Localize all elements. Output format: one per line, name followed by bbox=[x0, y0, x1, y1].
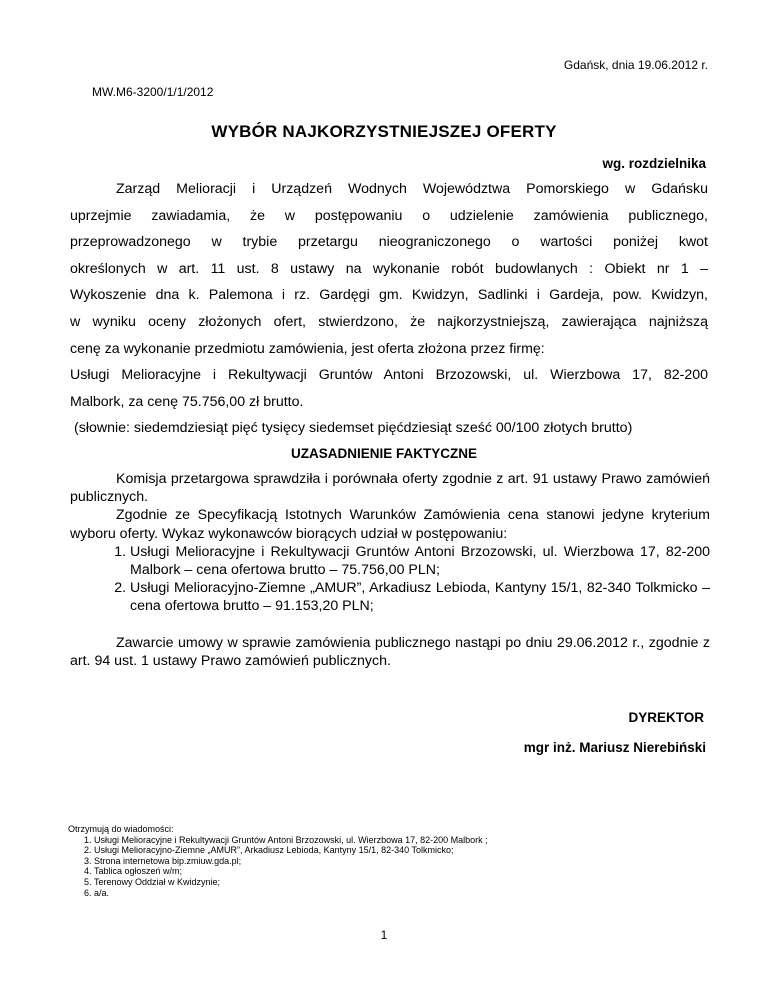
signatory-name: mgr inż. Mariusz Nierebiński bbox=[523, 740, 706, 755]
bidders-list bbox=[70, 543, 710, 616]
bidder-item: 1. Usługi Melioracyjne i Rekultywacji Gruntów Antoni Brzozowski, ul. Wierzbowa 17, 82-200 Malbork – cena ofertowa brutto – 75.756,00 PLN; bbox=[130, 543, 710, 579]
recipient-item: 4. Tablica ogłoszeń w/m; bbox=[94, 866, 488, 877]
reference-number: MW.M6-3200/1/1/2012 bbox=[92, 85, 214, 99]
recipient-item: 5. Terenowy Oddział w Kwidzynie; bbox=[94, 877, 488, 888]
criteria-paragraph: Zgodnie ze Specyfikacją Istotnych Warunków Zamówienia cena stanowi jedyne kryterium wyboru oferty. Wykaz wykonawców biorących udział w postępowaniu: bbox=[70, 507, 710, 542]
signatory-role: DYREKTOR bbox=[628, 710, 704, 725]
document-date: Gdańsk, dnia 19.06.2012 r. bbox=[563, 58, 708, 72]
contract-paragraph: Zawarcie umowy w sprawie zamówienia publicznego nastąpi po dniu 29.06.2012 r., zgodnie z art. 94 ust. 1 ustawy Prawo zamówień publicznych. bbox=[70, 634, 710, 669]
paragraph-line: Malbork, za cenę 75.756,00 zł brutto. bbox=[70, 393, 304, 410]
document-title: WYBÓR NAJKORZYSTNIEJSZEJ OFERTY bbox=[211, 122, 557, 141]
paragraph-line: Zarząd Melioracji i Urządzeń Wodnych Województwa Pomorskiego w Gdańsku bbox=[116, 181, 708, 197]
recipient-item: 1. Usługi Melioracyjne i Rekultywacji Gruntów Antoni Brzozowski, ul. Wierzbowa 17, 82-200 Malbork ; bbox=[94, 835, 488, 846]
justification-heading: UZASADNIENIE FAKTYCZNE bbox=[290, 446, 477, 461]
paragraph-line: Wykoszenie dna k. Palemona i rz. Gardęgi gm. Kwidzyn, Sadlinki i Gardeja, pow. Kwidzyn, bbox=[70, 287, 708, 304]
bidder-item: 2. Usługi Melioracyjno-Ziemne „AMUR”, Arkadiusz Lebioda, Kantyny 15/1, 82-340 Tolkmicko – cena ofertowa brutto – 91.153,20 PLN; bbox=[130, 579, 710, 615]
distribution-list bbox=[68, 824, 488, 898]
commission-paragraph: Komisja przetargowa sprawdziła i porównała oferty zgodnie z art. 91 ustawy Prawo zamówień publicznych. bbox=[70, 471, 710, 506]
recipient-item: 6. a/a. bbox=[94, 888, 488, 899]
recipient-item: 2. Usługi Melioracyjno-Ziemne „AMUR”, Arkadiusz Lebioda, Kantyny 15/1, 82-340 Tolkmicko; bbox=[94, 845, 488, 856]
paragraph-line: cenę za wykonanie przedmiotu zamówienia, jest oferta złożona przez firmę: bbox=[70, 340, 545, 357]
distribution-note: wg. rozdzielnika bbox=[602, 156, 706, 171]
distribution-list-heading: Otrzymują do wiadomości: bbox=[68, 824, 174, 834]
paragraph-line: przeprowadzonego w trybie przetargu nieograniczonego o wartości poniżej kwot bbox=[70, 234, 708, 251]
recipient-item: 3. Strona internetowa bip.zmiuw.gda.pl; bbox=[94, 856, 488, 867]
paragraph-line: określonych w art. 11 ust. 8 ustawy na wykonanie robót budowlanych : Obiekt nr 1 – bbox=[70, 260, 708, 277]
page-number: 1 bbox=[380, 928, 388, 942]
paragraph-line: w wyniku oceny złożonych ofert, stwierdzono, że najkorzystniejszą, zawierająca najniższą bbox=[70, 313, 708, 330]
award-notice-paragraph bbox=[70, 176, 708, 442]
justification-body bbox=[70, 470, 710, 670]
paragraph-line: uprzejmie zawiadamia, że w postępowaniu o udzielenie zamówienia publicznego, bbox=[70, 207, 708, 224]
amount-in-words: (słownie: siedemdziesiąt pięć tysięcy siedemset pięćdziesiąt sześć 00/100 złotych brutto) bbox=[74, 420, 633, 437]
paragraph-line: Usługi Melioracyjne i Rekultywacji Gruntów Antoni Brzozowski, ul. Wierzbowa 17, 82-200 bbox=[70, 367, 708, 384]
